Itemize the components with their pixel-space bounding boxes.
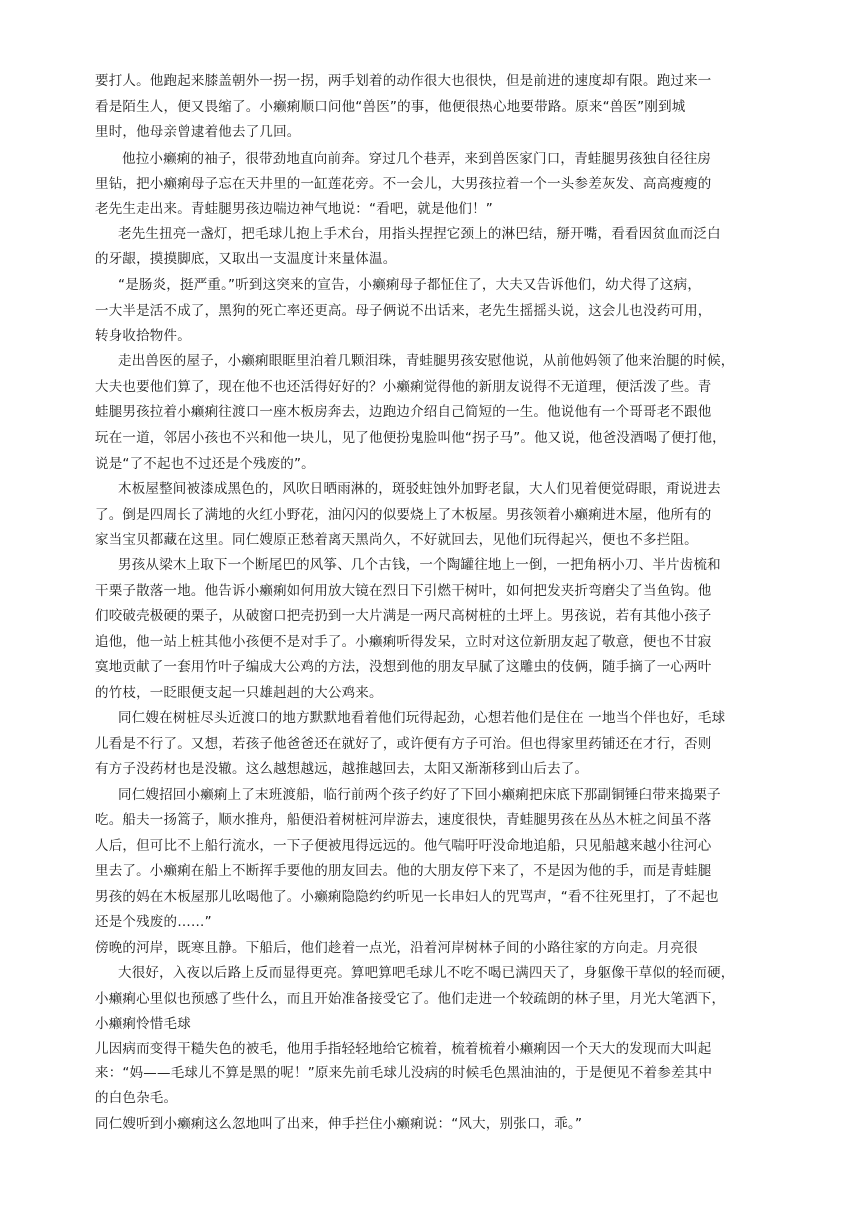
text-line: 小癞痢心里似也预感了些什么，而且开始准备接受它了。他们走进一个较疏朗的林子里，月光大笔洒下， (95, 991, 726, 1007)
text-line: 人后，但可比不上船行流水，一下子便被甩得远远的。他气喘吁吁没命地追船，只见船越来越小往河心 (95, 838, 712, 854)
text-line: 要打人。他跑起来膝盖朝外一拐一拐，两手划着的动作很大也很快，但是前进的速度却有限。跑过来一 (95, 73, 712, 89)
text-line: 大夫也要他们算了，现在他不也还活得好好的？小癞痢觉得他的新朋友说得不无道理，便活泼了些。青 (95, 379, 712, 395)
text-line: 来：“妈——毛球儿不算是黑的呢！”原来先前毛球儿没病的时候毛色黑油油的，于是便见不着参差其中 (95, 1065, 713, 1081)
text-line: 追他，他一站上桩其他小孩便不是对手了。小癞痢听得发呆，立时对这位新朋友起了敬意，便也不甘寂 (95, 634, 712, 650)
paragraph-start: 木板屋整间被漆成黑色的，风吹日晒雨淋的，斑驳蛀蚀外加野老鼠，大人们见着便觉碍眼，甭说进去 (118, 481, 721, 497)
text-line: 蛙腿男孩拉着小癞痢往渡口一座木板房奔去，边跑边介绍自己简短的一生。他说他有一个哥哥老不跟他 (95, 404, 712, 420)
text-line: 小癞痢怜惜毛球 (95, 1016, 191, 1032)
text-line: 一大半是活不成了，黑狗的死亡率还更高。母子俩说不出话来，老先生摇摇头说，这会儿也没药可用， (95, 303, 712, 319)
text-line: 玩在一道，邻居小孩也不兴和他一块儿，见了他便扮鬼脸叫他“拐子马”。他又说，他爸没酒喝了便打他， (95, 430, 726, 446)
text-line: 老先生走出来。青蛙腿男孩边喘边神气地说：“看吧，就是他们！” (95, 201, 493, 217)
paragraph-start: 同仁嫂招回小癞痢上了末班渡船，临行前两个孩子约好了下回小癞痢把床底下那副铜锤臼带来捣栗子 (118, 787, 721, 803)
text-line: 的白色杂毛。 (95, 1090, 178, 1106)
paragraph-start: “是肠炎，挺严重。”听到这突来的宣告，小癞痢母子都怔住了，大夫又告诉他们，幼犬得了这病， (118, 277, 702, 293)
paragraph-start (118, 1139, 785, 1159)
text-line: 里去了。小癞痢在船上不断挥手要他的朋友回去。他的大朋友停下来了，不是因为他的手，而是青蛙腿 (95, 863, 712, 879)
text-line: 里时，他母亲曾逮着他去了几回。 (95, 124, 301, 140)
text-line: 还是个残废的……” (95, 914, 212, 930)
paragraph-start: 他拉小癞痢的袖子，很带劲地直向前奔。穿过几个巷弄，来到兽医家门口，青蛙腿男孩独自径往房 (122, 151, 712, 167)
text-line: 寞地贡献了一套用竹叶子编成大公鸡的方法，没想到他的朋友早腻了这雕虫的伎俩，随手摘了一心两叶 (95, 659, 712, 675)
text-line: 儿因病而变得干糙失色的被毛，他用手指轻轻地给它梳着，梳着梳着小癞痢因一个天大的发现而大叫起 (95, 1041, 712, 1057)
paragraph-start: 男孩从梁木上取下一个断尾巴的风筝、几个古钱，一个陶罐往地上一倒，一把角柄小刀、半片齿梳和 (118, 557, 721, 573)
text-line: 吃。船夫一扬篙子，顺水推舟，船便沿着树桩河岸游去，速度很快，青蛙腿男孩在丛丛木桩之间虽不落 (95, 812, 712, 828)
text-line: 干栗子散落一地。他告诉小癞痢如何用放大镜在烈日下引燃干树叶，如何把发夹折弯磨尖了当鱼钩。他 (95, 583, 712, 599)
text-line: 家当宝贝都藏在这里。同仁嫂原正愁着离天黑尚久，不好就回去，见他们玩得起兴，便也不多拦阻。 (95, 532, 698, 548)
text-line: 的竹枝，一眨眼便支起一只雄赳赳的大公鸡来。 (95, 685, 383, 701)
text-line: 的牙龈，摸摸脚底，又取出一支温度计来量体温。 (95, 251, 397, 267)
text-line: 同仁嫂听到小癞痢这么忽地叫了出来，伸手拦住小癞痢说：“风大，别张口，乖。” (95, 1116, 583, 1132)
text-line: 男孩的妈在木板屋那儿吆喝他了。小癞痢隐隐约约听见一长串妇人的咒骂声，“看不往死里打，了不起也 (95, 889, 719, 905)
text-line: 有方子没药材也是没辙。这么越想越远，越推越回去，太阳又渐渐移到山后去了。 (95, 761, 589, 777)
text-line: 儿看是不行了。又想，若孩子他爸爸还在就好了，或许便有方子可治。但也得家里药铺还在才行，否则 (95, 736, 712, 752)
paragraph-start: 同仁嫂在树桩尽头近渡口的地方默默地看着他们玩得起劲，心想若他们是住在 一地当个伴也好，毛球 (118, 710, 726, 726)
paragraph-start: 大很好，入夜以后路上反而显得更亮。算吧算吧毛球儿不吃不喝已满四天了，身躯像干草似的轻而硬， (118, 965, 735, 981)
text-line: 们咬破壳极硬的栗子，从破窗口把壳扔到一大片满是一两尺高树桩的土坪上。男孩说，若有其他小孩子 (95, 608, 712, 624)
text-line: 说是“了不起也不过还是个残废的”。 (95, 456, 315, 472)
paragraph-start: 老先生扭亮一盏灯，把毛球儿抱上手术台，用指头捏捏它颈上的淋巴结，掰开嘴，看看因贫血而泛白 (118, 226, 721, 242)
text-line: 看是陌生人，便又畏缩了。小癞痢顺口问他“兽医”的事，他便很热心地要带路。原来“兽医”刚到城 (95, 99, 686, 115)
text-line: 傍晚的河岸，既寒且静。下船后，他们趁着一点光，沿着河岸树林子间的小路往家的方向走。月亮很 (95, 940, 698, 956)
text-line: 里钻，把小癞痢母子忘在天井里的一缸莲花旁。不一会儿，大男孩拉着一个一头参差灰发、高高瘦瘦的 (95, 176, 712, 192)
paragraph-start: 走出兽医的屋子，小癞痢眼眶里泊着几颗泪珠，青蛙腿男孩安慰他说，从前他妈领了他来治腿的时候， (118, 353, 735, 369)
text-line: 了。倒是四周长了满地的火红小野花，油闪闪的似要烧上了木板屋。男孩领着小癞痢进木屋，他所有的 (95, 507, 712, 523)
text-line: 转身收拾物件。 (95, 328, 191, 344)
